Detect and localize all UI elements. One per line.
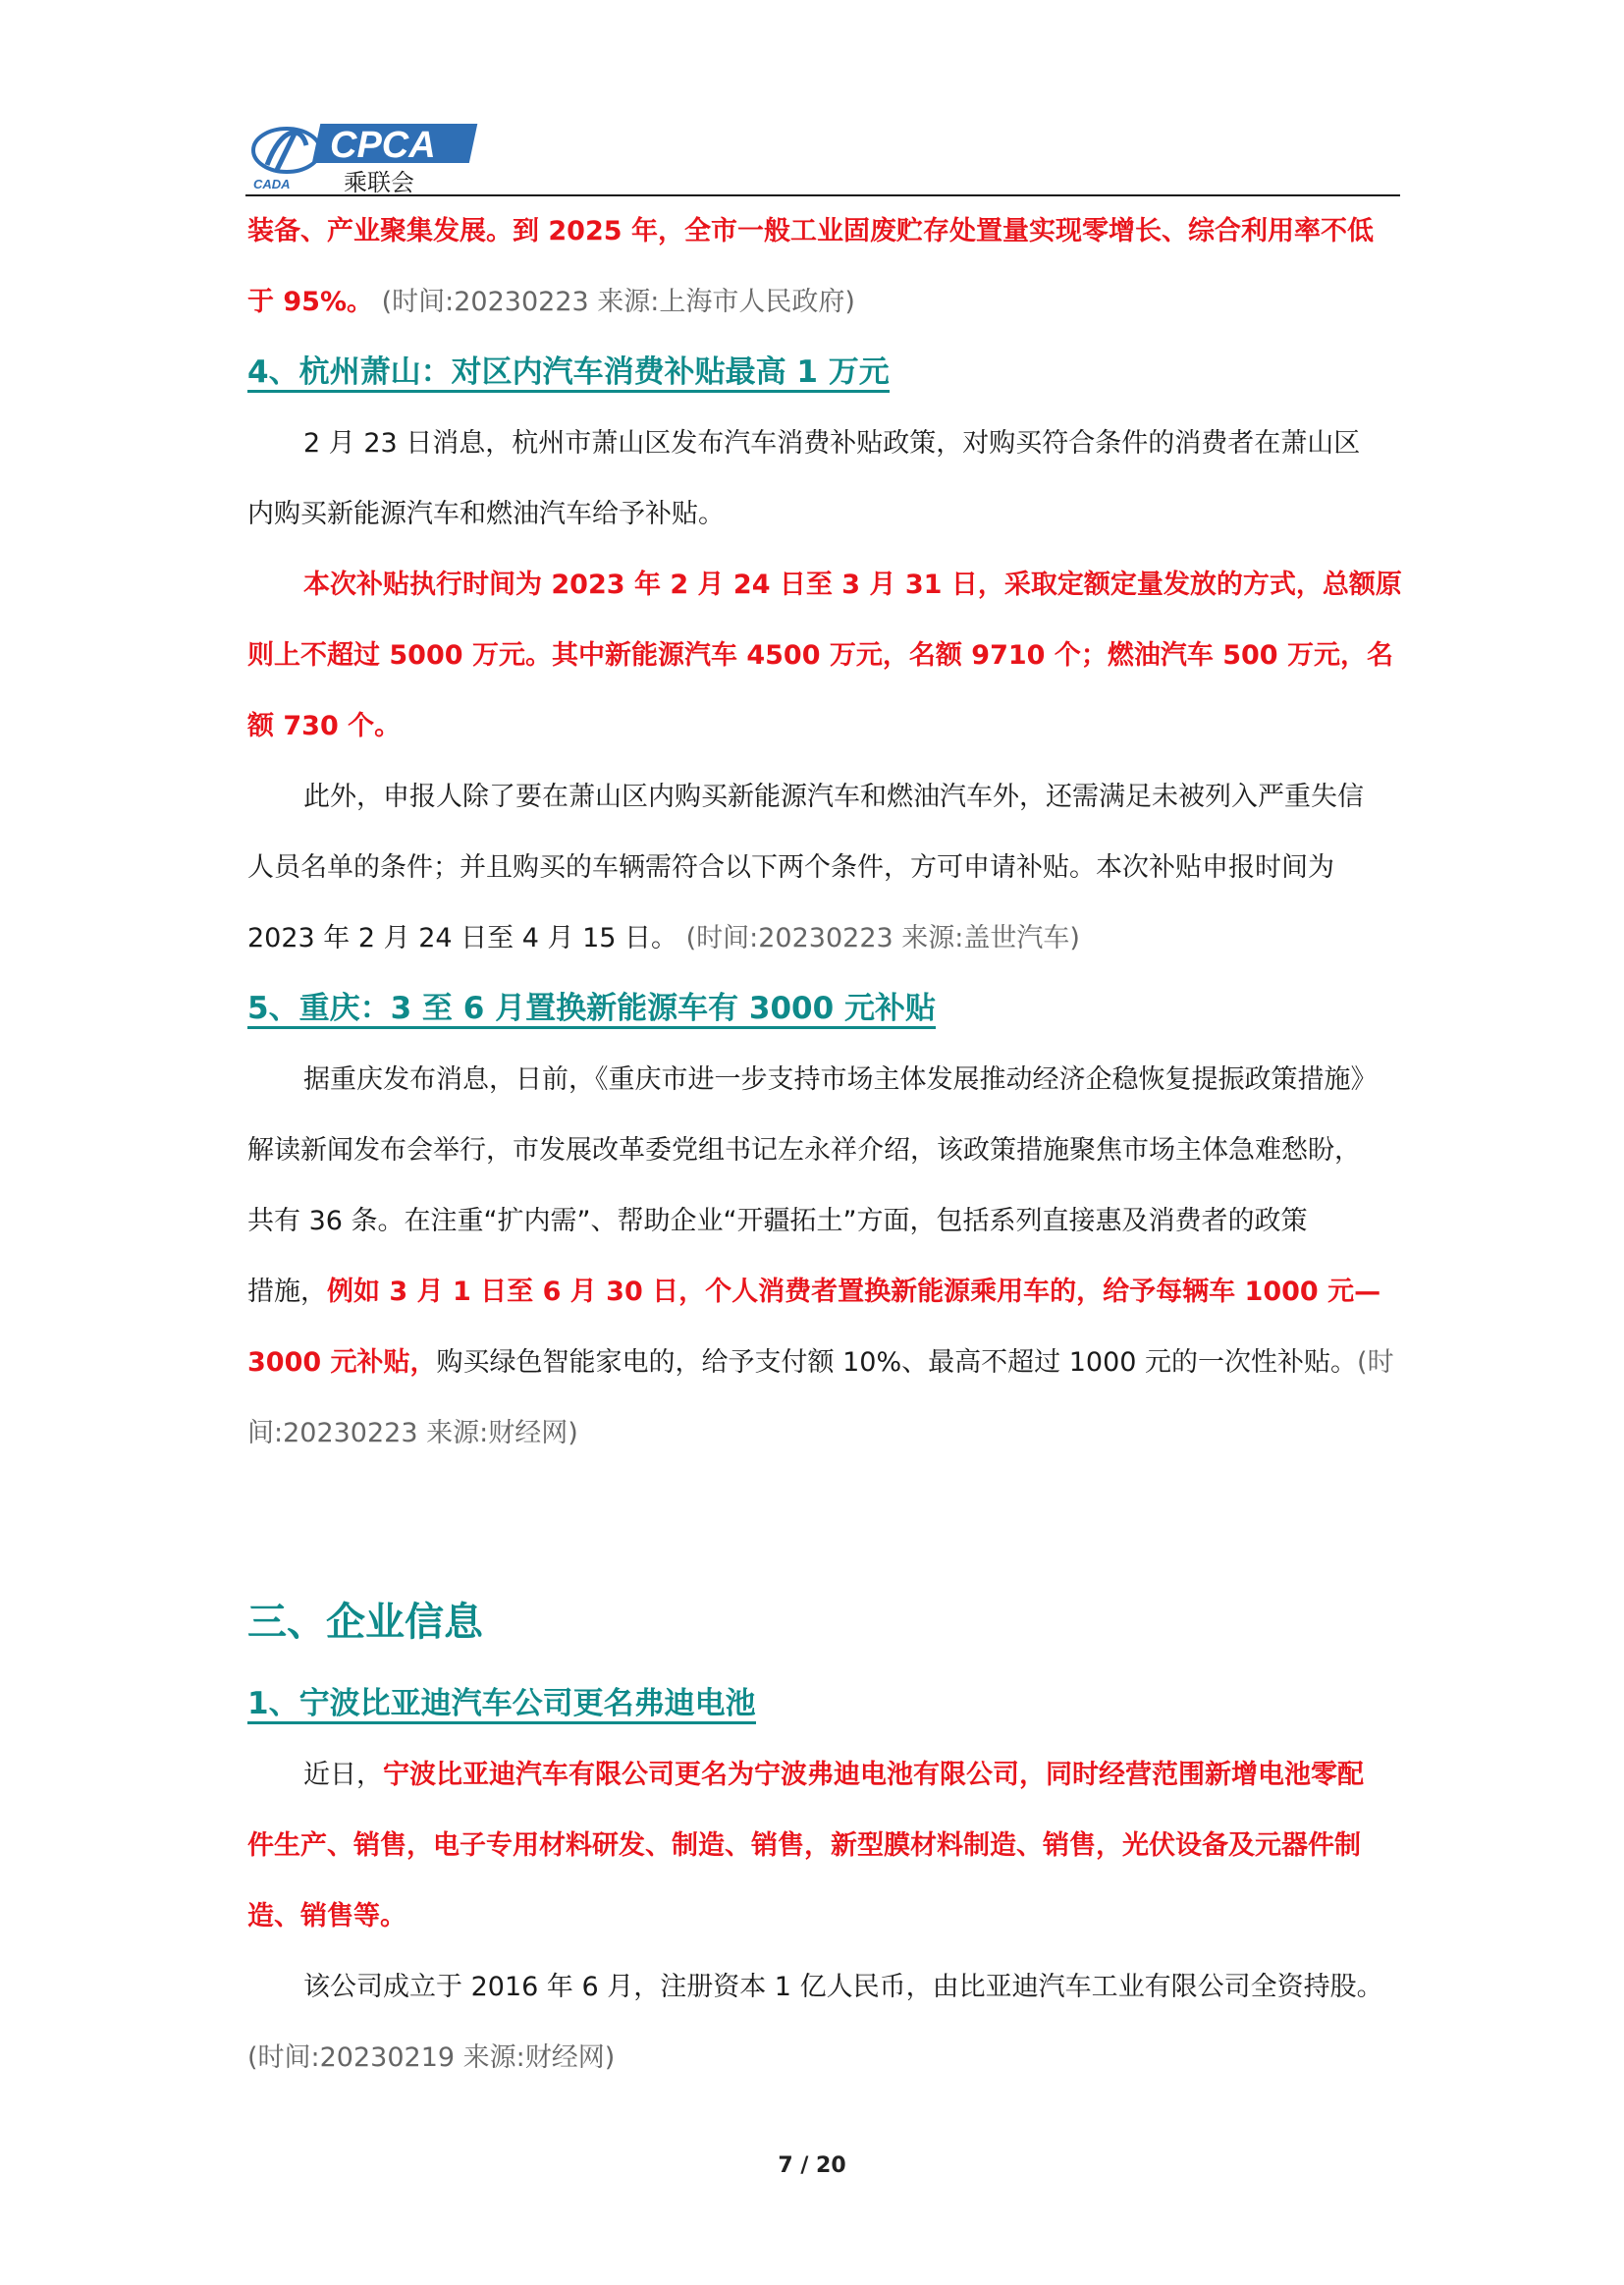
- paragraph-text: 措施，: [247, 1277, 327, 1307]
- red-text: 于 95%。: [247, 287, 374, 317]
- paragraph-line: 内购买新能源汽车和燃油汽车给予补贴。: [247, 499, 725, 529]
- continued-paragraph-line: [247, 267, 1398, 338]
- paragraph-line: 件生产、销售，电子专用材料研发、制造、销售，新型膜材料制造、销售，光伏设备及元器件制: [247, 1830, 1361, 1861]
- section-heading: [247, 1669, 1398, 1740]
- enterprise-section: [247, 1669, 1398, 2094]
- paragraph-line: 解读新闻发布会举行，市发展改革委党组书记左永祥介绍，该政策措施聚焦市场主体急难愁盼，: [247, 1135, 1361, 1166]
- section-heading-text: 4、杭州萧山：对区内汽车消费补贴最高 1 万元: [247, 354, 890, 393]
- paragraph-line: [247, 1740, 1398, 1811]
- paragraph-line: 额 730 个。: [247, 711, 402, 741]
- section-heading: [247, 338, 1398, 408]
- paragraph-line: 造、销售等。: [247, 1901, 406, 1931]
- paragraph-line: 则上不超过 5000 万元。其中新能源汽车 4500 万元，名额 9710 个；燃油汽车 500 万元，名: [247, 640, 1393, 671]
- section-heading-text: 1、宁波比亚迪汽车公司更名弗迪电池: [247, 1686, 756, 1724]
- source-meta: (时间:20230219 来源:财经网): [247, 2042, 616, 2073]
- logo-cn-text: 乘联会: [344, 169, 414, 194]
- cpca-logo: [247, 116, 483, 194]
- cpca-logo-graphic: [247, 116, 483, 194]
- paragraph-line: 人员名单的条件；并且购买的车辆需符合以下两个条件，方可申请补贴。本次补贴申报时间为: [247, 852, 1334, 883]
- section-heading-text: 5、重庆：3 至 6 月置换新能源车有 3000 元补贴: [247, 991, 936, 1029]
- paragraph-line: 此外，申报人除了要在萧山区内购买新能源汽车和燃油汽车外，还需满足未被列入严重失信: [303, 782, 1364, 812]
- continued-paragraph-line: 装备、产业聚集发展。到 2025 年，全市一般工业固废贮存处置量实现零增长、综合利用率不低: [247, 216, 1374, 246]
- paragraph-line: [247, 1328, 1398, 1398]
- paragraph-text: 2023 年 2 月 24 日至 4 月 15 日。: [247, 923, 678, 953]
- paragraph-line: 该公司成立于 2016 年 6 月，注册资本 1 亿人民币，由比亚迪汽车工业有限公司全资持股。: [303, 1972, 1383, 2002]
- source-meta: (时间:20230223 来源:上海市人民政府): [373, 287, 855, 317]
- paragraph-text: 近日，: [303, 1760, 383, 1790]
- source-meta: (时: [1357, 1347, 1394, 1378]
- red-text: 3000 元补贴，: [247, 1347, 437, 1378]
- paragraph-line: [247, 1257, 1398, 1328]
- section-heading: [247, 974, 1398, 1045]
- source-meta: 间:20230223 来源:财经网): [247, 1418, 578, 1448]
- paragraph-line: 2 月 23 日消息，杭州市萧山区发布汽车消费补贴政策，对购买符合条件的消费者在萧山区: [303, 428, 1361, 459]
- logo-small-text: CADA: [253, 177, 291, 191]
- red-text: 例如 3 月 1 日至 6 月 30 日，个人消费者置换新能源乘用车的，给予每辆车 1000 元—: [327, 1277, 1381, 1307]
- paragraph-line: 据重庆发布消息，日前，《重庆市进一步支持市场主体发展推动经济企稳恢复提振政策措施》: [303, 1064, 1378, 1095]
- source-meta: (时间:20230223 来源:盖世汽车): [677, 923, 1080, 953]
- logo-brand-text: CPCA: [330, 125, 436, 166]
- paragraph-line: 共有 36 条。在注重“扩内需”、帮助企业“开疆拓土”方面，包括系列直接惠及消费者的政策: [247, 1206, 1308, 1236]
- page-number: 7 / 20: [778, 2153, 846, 2178]
- chapter-heading: 三、企业信息: [247, 1600, 483, 1645]
- paragraph-text: 购买绿色智能家电的，给予支付额 10%、最高不超过 1000 元的一次性补贴。: [436, 1347, 1358, 1378]
- paragraph-line: [247, 903, 1398, 974]
- paragraph-line: 本次补贴执行时间为 2023 年 2 月 24 日至 3 月 31 日，采取定额定量发放的方式，总额原: [303, 570, 1402, 600]
- red-text: 宁波比亚迪汽车有限公司更名为宁波弗迪电池有限公司，同时经营范围新增电池零配: [383, 1760, 1364, 1790]
- page-content: [247, 196, 1402, 1469]
